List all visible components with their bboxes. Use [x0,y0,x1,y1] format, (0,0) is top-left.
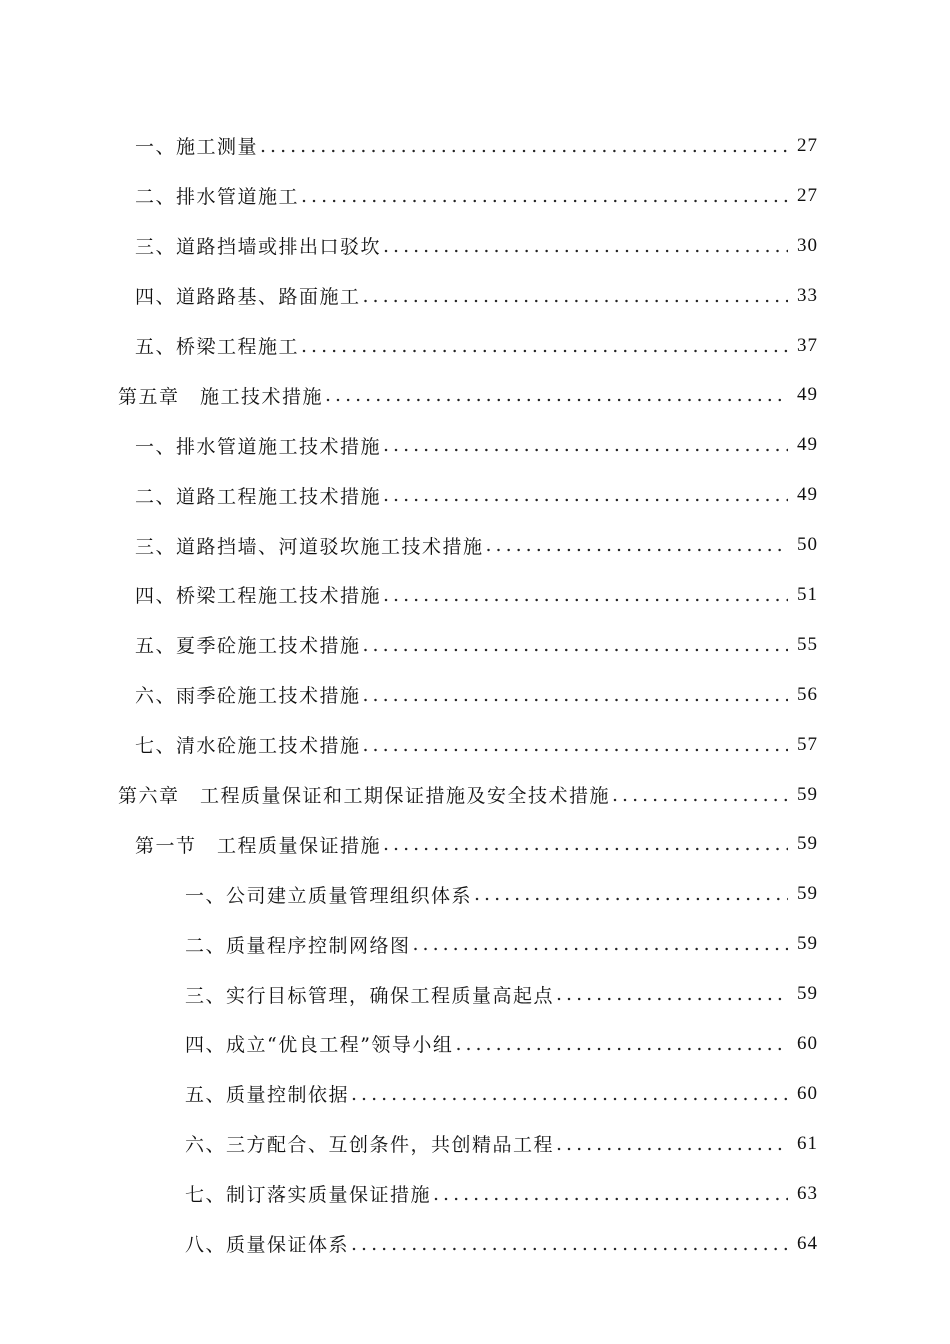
toc-dot-leader [383,584,788,606]
toc-entry-title: 第五章 施工技术措施 [118,385,324,408]
toc-entry[interactable] [0,720,950,770]
toc-dot-leader [383,434,788,456]
toc-dot-leader [363,285,788,307]
toc-page-number: 30 [797,234,818,256]
toc-dot-leader [556,1133,788,1155]
toc-entry[interactable] [0,620,950,670]
toc-dot-leader [363,634,788,656]
toc-entry-title: 六、三方配合、互创条件，共创精品工程 [185,1134,555,1157]
toc-subsection-entry[interactable] [0,869,950,919]
toc-dot-leader [486,534,788,556]
toc-page-number: 60 [797,1032,818,1054]
toc-entry-title: 一、公司建立质量管理组织体系 [185,884,473,907]
toc-dot-leader [260,135,788,157]
toc-subsection-entry[interactable] [0,919,950,969]
toc-page-number: 27 [797,134,818,156]
toc-page-number: 59 [797,983,818,1005]
toc-subsection-entry[interactable] [0,1169,950,1219]
toc-entry[interactable] [0,670,950,720]
toc-subsection-entry[interactable] [0,969,950,1019]
toc-dot-leader [383,833,788,855]
toc-dot-leader [612,784,788,806]
toc-subsection-entry[interactable] [0,1019,950,1069]
toc-entry[interactable] [0,121,950,171]
toc-entry-title: 二、排水管道施工 [135,186,300,209]
toc-subsection-entry[interactable] [0,1069,950,1119]
table-of-contents [0,121,950,1268]
toc-entry-title: 七、制订落实质量保证措施 [185,1184,432,1207]
toc-entry-title: 三、道路挡墙、河道驳坎施工技术措施 [135,535,484,558]
toc-dot-leader [474,883,788,905]
toc-dot-leader [363,684,788,706]
toc-dot-leader [383,484,788,506]
toc-page-number: 59 [797,933,818,955]
toc-entry-title: 二、道路工程施工技术措施 [135,485,382,508]
toc-entry-title: 五、质量控制依据 [185,1084,350,1107]
toc-entry-title: 四、道路路基、路面施工 [135,286,361,309]
toc-page-number: 55 [797,633,818,655]
toc-dot-leader [325,384,788,406]
toc-entry[interactable] [0,570,950,620]
toc-entry-title: 三、实行目标管理，确保工程质量高起点 [185,984,555,1007]
toc-page-number: 61 [797,1132,818,1154]
toc-dot-leader [301,185,788,207]
toc-page-number: 59 [797,783,818,805]
toc-page-number: 57 [797,733,818,755]
toc-entry[interactable] [0,271,950,321]
toc-section-entry[interactable] [0,819,950,869]
toc-dot-leader [363,734,788,756]
toc-entry-title: 一、排水管道施工技术措施 [135,435,382,458]
toc-entry-title: 七、清水砼施工技术措施 [135,735,361,758]
toc-dot-leader [383,235,788,257]
toc-dot-leader [433,1183,788,1205]
toc-dot-leader [351,1233,788,1255]
toc-dot-leader [351,1083,788,1105]
toc-page-number: 27 [797,184,818,206]
toc-chapter-entry[interactable] [0,770,950,820]
toc-dot-leader [455,1033,788,1055]
toc-dot-leader [301,335,788,357]
toc-page-number: 49 [797,484,818,506]
toc-entry-title: 一、施工测量 [135,136,259,159]
toc-entry[interactable] [0,520,950,570]
toc-page-number: 49 [797,434,818,456]
toc-entry-title: 四、桥梁工程施工技术措施 [135,585,382,608]
toc-entry-title: 六、雨季砼施工技术措施 [135,685,361,708]
toc-entry[interactable] [0,321,950,371]
toc-dot-leader [556,983,788,1005]
toc-entry-title: 三、道路挡墙或排出口驳坎 [135,236,382,259]
toc-page-number: 64 [797,1232,818,1254]
toc-entry-title: 二、质量程序控制网络图 [185,934,411,957]
toc-entry[interactable] [0,171,950,221]
toc-subsection-entry[interactable] [0,1219,950,1269]
toc-entry-title: 第一节 工程质量保证措施 [135,834,382,857]
toc-chapter-entry[interactable] [0,370,950,420]
toc-page-number: 37 [797,334,818,356]
toc-page-number: 59 [797,833,818,855]
toc-page-number: 51 [797,583,818,605]
toc-page-number: 63 [797,1182,818,1204]
toc-entry-title: 第六章 工程质量保证和工期保证措施及安全技术措施 [118,785,611,808]
toc-page-number: 59 [797,883,818,905]
toc-entry-title: 八、质量保证体系 [185,1234,350,1257]
toc-page-number: 49 [797,384,818,406]
toc-page-number: 50 [797,534,818,556]
toc-entry-title: 五、桥梁工程施工 [135,336,300,358]
toc-subsection-entry[interactable] [0,1119,950,1169]
toc-page-number: 33 [797,284,818,306]
toc-entry-title: 五、夏季砼施工技术措施 [135,635,361,658]
toc-dot-leader [413,933,788,955]
toc-entry[interactable] [0,470,950,520]
toc-page-number: 56 [797,683,818,705]
toc-entry-title: 四、成立“优良工程”领导小组 [185,1034,454,1057]
toc-entry[interactable] [0,221,950,271]
toc-page-number: 60 [797,1082,818,1104]
toc-entry[interactable] [0,420,950,470]
